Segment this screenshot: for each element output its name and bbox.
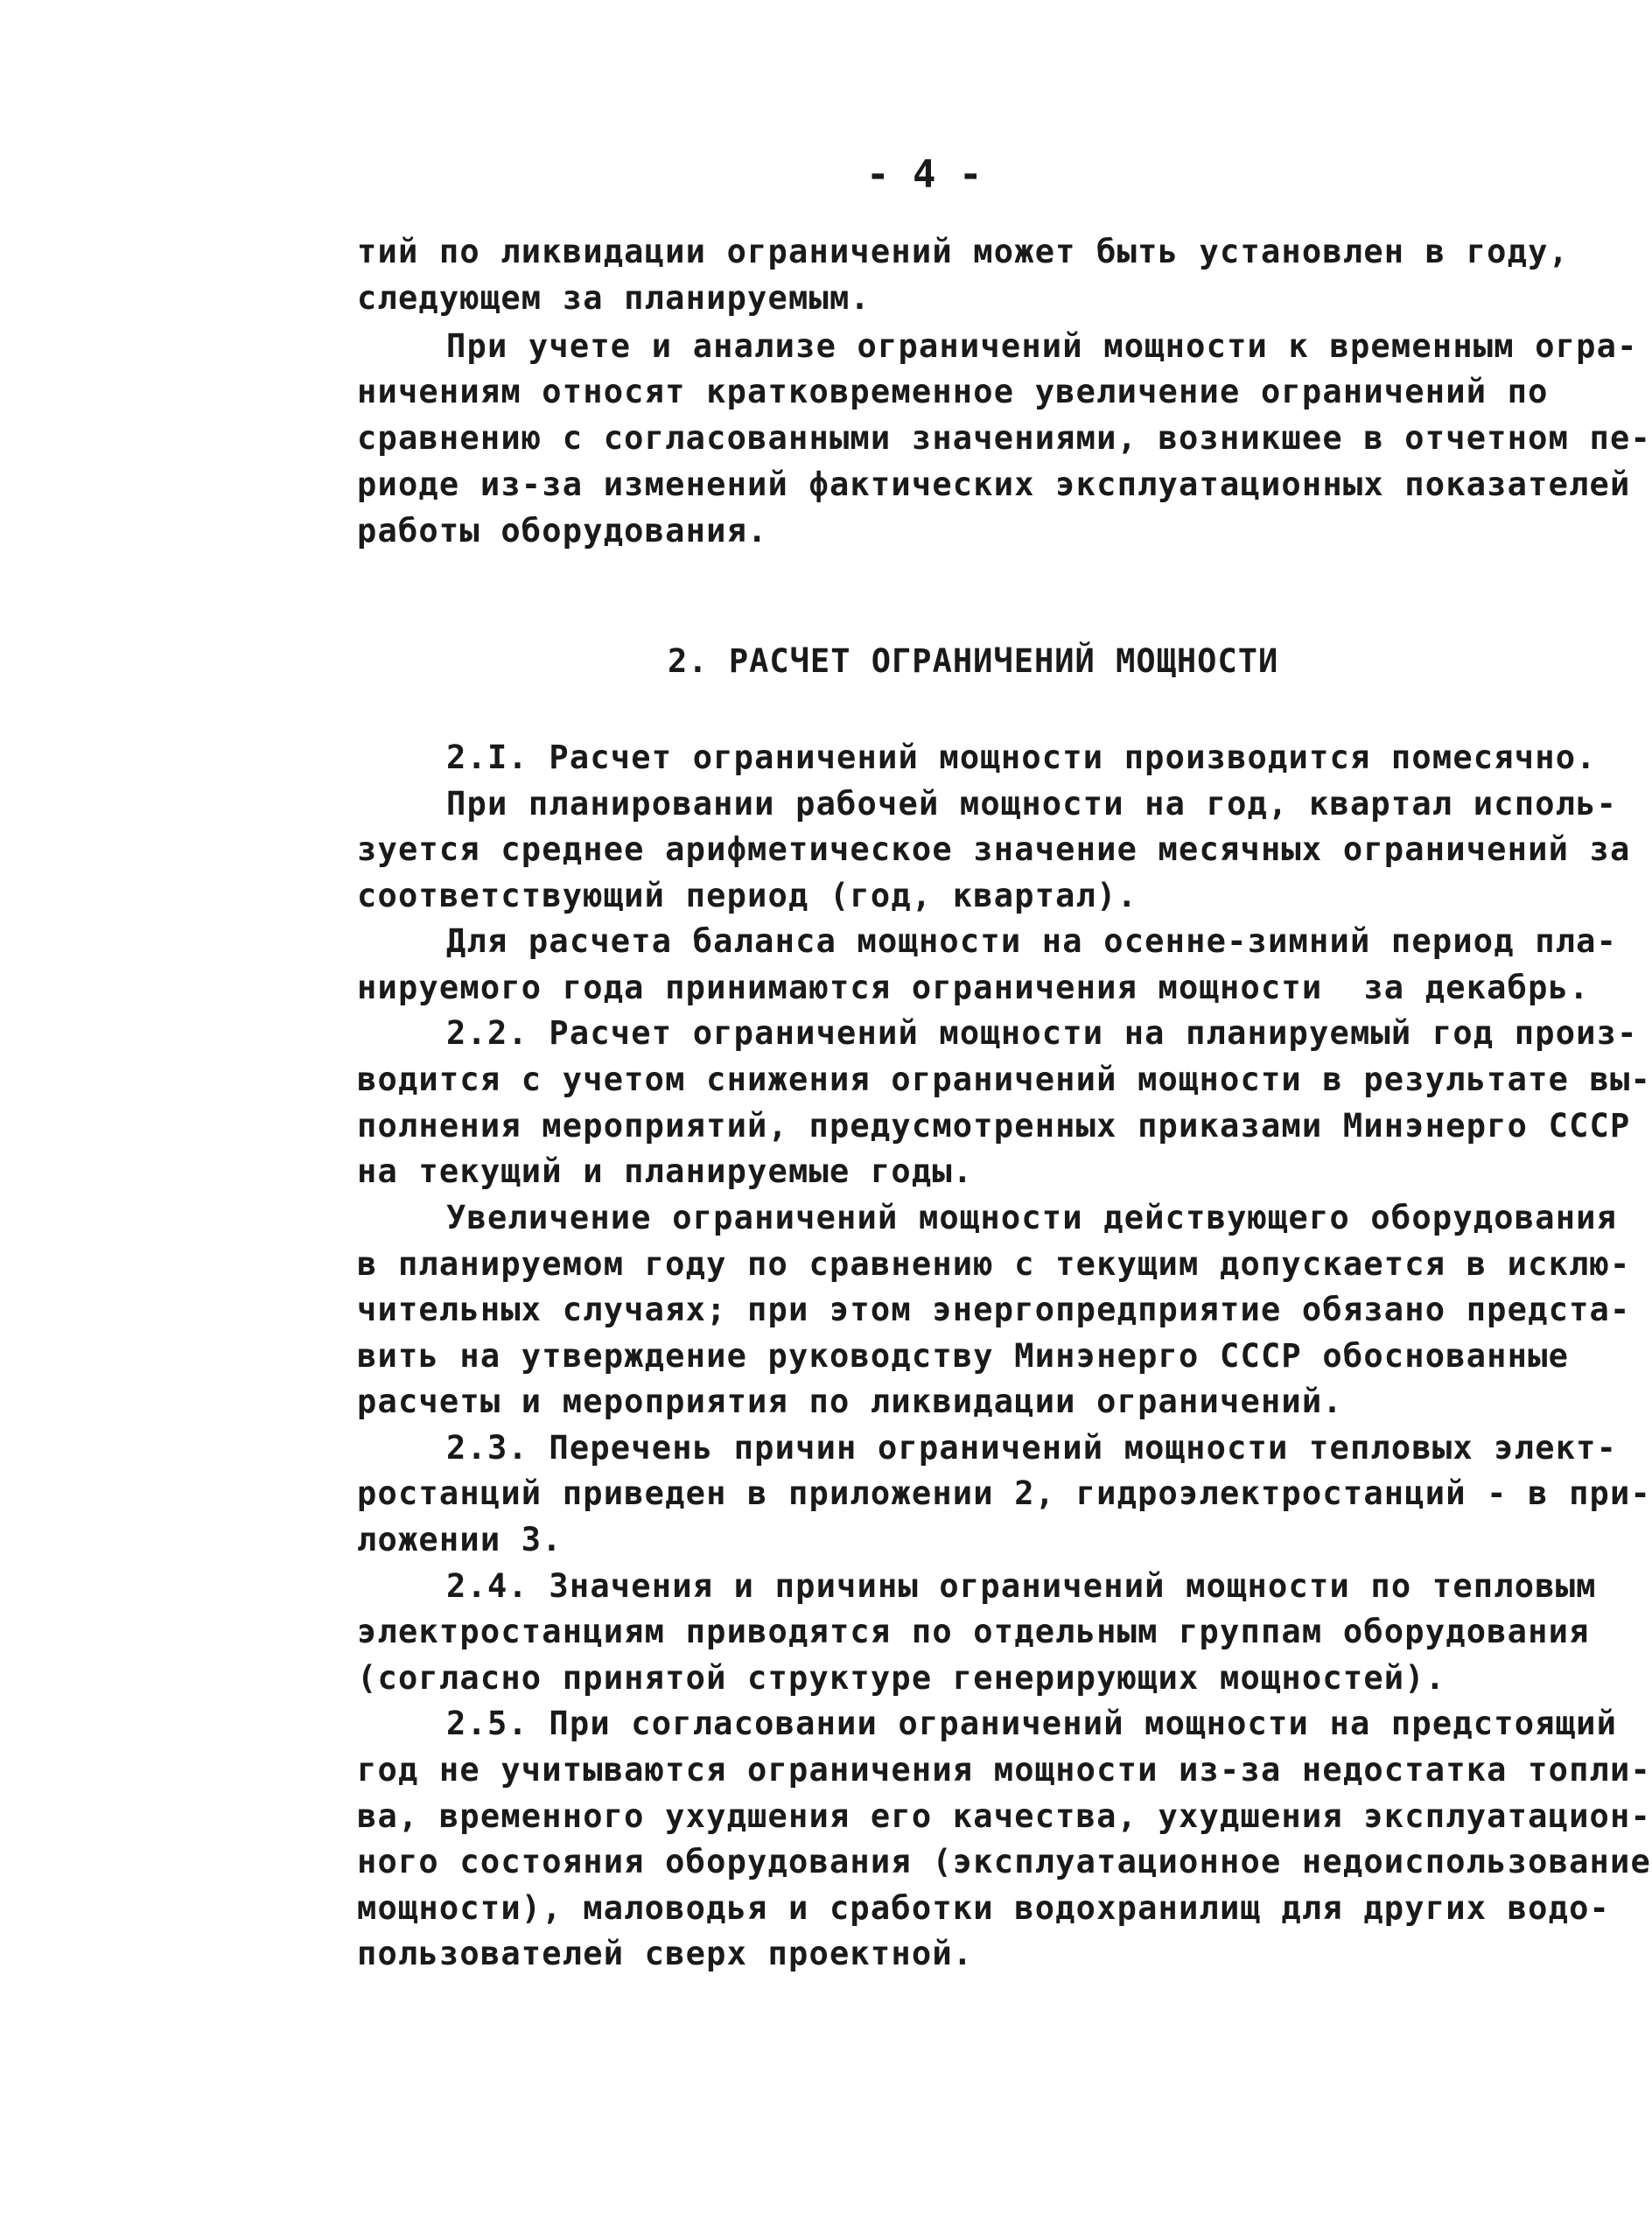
text-line: вить на утверждение руководству Минэнерго СССР обоснованные xyxy=(357,1337,1570,1375)
text-line: год не учитываются ограничения мощности из-за недостатка топли- xyxy=(357,1751,1651,1789)
text-line: тий по ликвидации ограничений может быть установлен в году, xyxy=(357,233,1570,270)
text-line: Увеличение ограничений мощности действующего оборудования xyxy=(446,1199,1618,1236)
text-line: чительных случаях; при этом энергопредприятие обязано предста- xyxy=(357,1291,1631,1328)
text-line: мощности), маловодья и сработки водохранилищ для других водо- xyxy=(357,1889,1611,1927)
text-line: на текущий и планируемые годы. xyxy=(357,1152,974,1190)
text-line: следующем за планируемым. xyxy=(357,279,871,317)
text-line: (согласно принятой структуре генерирующих мощностей). xyxy=(357,1659,1446,1697)
text-line: водится с учетом снижения ограничений мощности в результате вы- xyxy=(357,1061,1651,1098)
text-line: риоде из-за изменений фактических эксплуатационных показателей xyxy=(357,466,1631,503)
text-line: Для расчета баланса мощности на осенне-зимний период пла- xyxy=(446,922,1618,960)
text-line: пользователей сверх проектной. xyxy=(357,1935,974,1972)
text-line: в планируемом году по сравнению с текущим допускается в исклю- xyxy=(357,1245,1631,1283)
text-line: При учете и анализе ограничений мощности к временным огра- xyxy=(446,327,1638,365)
section-heading: 2. РАСЧЕТ ОГРАНИЧЕНИЙ МОЩНОСТИ xyxy=(668,642,1279,680)
text-line: нируемого года принимаются ограничения мощности за декабрь. xyxy=(357,969,1590,1006)
text-line: 2.3. Перечень причин ограничений мощности тепловых элект- xyxy=(446,1429,1618,1467)
text-line: При планировании рабочей мощности на год, квартал исполь- xyxy=(446,785,1618,823)
text-line: ложении 3. xyxy=(357,1521,563,1558)
text-line: зуется среднее арифметическое значение месячных ограничений за xyxy=(357,830,1631,868)
text-line: 2.2. Расчет ограничений мощности на планируемый год произ- xyxy=(446,1014,1638,1052)
page-number: - 4 - xyxy=(866,152,983,197)
text-line: работы оборудования. xyxy=(357,512,768,550)
text-line: сравнению с согласованными значениями, возникшее в отчетном пе- xyxy=(357,419,1651,457)
text-line: полнения мероприятий, предусмотренных приказами Минэнерго СССР xyxy=(357,1107,1631,1145)
text-line: 2.5. При согласовании ограничений мощности на предстоящий xyxy=(446,1705,1618,1742)
text-line: ного состояния оборудования (эксплуатационное недоиспользование xyxy=(357,1843,1651,1880)
text-line: ва, временного ухудшения его качества, ухудшения эксплуатацион- xyxy=(357,1797,1651,1835)
text-line: электростанциям приводятся по отдельным группам оборудования xyxy=(357,1613,1590,1650)
text-line: соответствующий период (год, квартал). xyxy=(357,877,1138,914)
text-line: 2.4. Значения и причины ограничений мощности по тепловым xyxy=(446,1567,1597,1605)
text-line: расчеты и мероприятия по ликвидации ограничений. xyxy=(357,1383,1343,1420)
text-line: ростанций приведен в приложении 2, гидроэлектростанций - в при- xyxy=(357,1474,1651,1512)
text-line: ничениям относят кратковременное увеличение ограничений по xyxy=(357,373,1549,410)
text-line: 2.I. Расчет ограничений мощности производится помесячно. xyxy=(446,739,1597,776)
